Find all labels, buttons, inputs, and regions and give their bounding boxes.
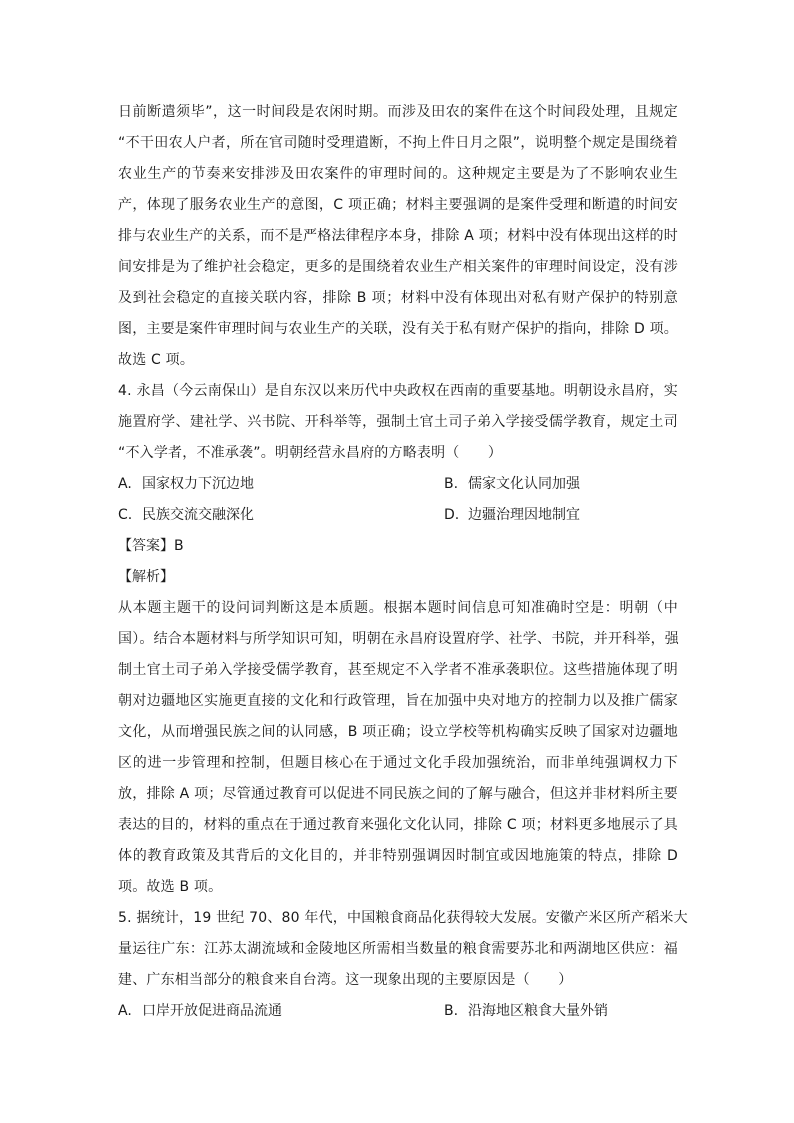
analysis-line: 从本题主题干的设问词判断这是本质题。根据本题时间信息可知准确时空是：明朝（中 [118, 600, 678, 616]
question-stem-line: 5. 据统计，19 世纪 70、80 年代，中国粮食商品化获得较大发展。安徽产米区所产稻米大 [118, 910, 688, 926]
analysis-line: 表达的目的，材料的重点在于通过教育来强化文化认同，排除 C 项；材料更多地展示了具 [118, 817, 678, 833]
question-stem-line: “不入学者，不准承袭”。明朝经营永昌府的方略表明（ ） [118, 445, 503, 461]
text-line: 故选 C 项。 [118, 352, 195, 368]
options-row [118, 500, 678, 531]
text-line: 农业生产的节奏来安排涉及田农案件的审理时间的。这种规定主要是为了不影响农业生 [118, 166, 678, 182]
option-a: A. 国家权力下沉边地 [118, 476, 254, 492]
analysis-line: 国）。结合本题材料与所学知识可知，明朝在永昌府设置府学、社学、书院，并开科举，强 [118, 631, 679, 647]
options-row [118, 996, 678, 1027]
question-4 [118, 376, 678, 903]
analysis-line: 体的教育政策及其背后的文化目的，并非特别强调因时制宜或因地施策的特点，排除 D [118, 848, 678, 864]
question-stem-line: 4. 永昌（今云南保山）是自东汉以来历代中央政权在西南的重要基地。明朝设永昌府，实 [118, 383, 678, 399]
analysis-line: 朝对边疆地区实施更直接的文化和行政管理，旨在加强中央对地方的控制力以及推广儒家 [118, 693, 678, 709]
text-line: 间安排是为了维护社会稳定，更多的是围绕着农业生产相关案件的审理时间设定，没有涉 [118, 259, 678, 275]
prev-explanation [118, 97, 678, 376]
option-c: C. 民族交流交融深化 [118, 507, 254, 523]
analysis-line: 项。故选 B 项。 [118, 879, 223, 895]
text-line: 图，主要是案件审理时间与农业生产的关联，没有关于私有财产保护的指向，排除 D 项。 [118, 321, 678, 337]
text-line: “不干田农人户者，所在官司随时受理遣断，不拘上件日月之限”，说明整个规定是围绕着 [118, 135, 678, 151]
text-line: 日前断遣须毕”，这一时间段是农闲时期。而涉及田农的案件在这个时间段处理，且规定 [118, 104, 678, 120]
analysis-label: 【解析】 [118, 569, 174, 585]
analysis-line: 制土官土司子弟入学接受儒学教育，甚至规定不入学者不准承袭职位。这些措施体现了明 [118, 662, 678, 678]
question-stem-line: 施置府学、建社学、兴书院、开科举等，强制土官土司子弟入学接受儒学教育，规定土司 [118, 414, 678, 430]
analysis-line: 区的进一步管理和控制，但题目核心在于通过文化手段加强统治，而非单纯强调权力下 [118, 755, 678, 771]
option-a: A. 口岸开放促进商品流通 [118, 1003, 282, 1019]
answer-label: 【答案】B [118, 538, 184, 554]
analysis-line: 文化，从而增强民族之间的认同感，B 项正确；设立学校等机构确实反映了国家对边疆地 [118, 724, 678, 740]
option-b: B. 儒家文化认同加强 [444, 476, 580, 492]
text-line: 产，体现了服务农业生产的意图，C 项正确；材料主要强调的是案件受理和断遣的时间安 [118, 197, 678, 213]
document-page [118, 97, 688, 1027]
text-line: 排与农业生产的关系，而不是严格法律程序本身，排除 A 项；材料中没有体现出这样的时 [118, 228, 678, 244]
option-d: D. 边疆治理因地制宜 [444, 507, 580, 523]
question-stem-line: 量运往广东：江苏太湖流域和金陵地区所需相当数量的粮食需要苏北和两湖地区供应：福 [118, 941, 678, 957]
option-b: B. 沿海地区粮食大量外销 [444, 1003, 608, 1019]
text-line: 及到社会稳定的直接关联内容，排除 B 项；材料中没有体现出对私有财产保护的特别意 [118, 290, 678, 306]
analysis-line: 放，排除 A 项；尽管通过教育可以促进不同民族之间的了解与融合，但这并非材料所主要 [118, 786, 678, 802]
question-stem-line: 建、广东相当部分的粮食来自台湾。这一现象出现的主要原因是（ ） [118, 972, 573, 988]
options-row [118, 469, 678, 500]
question-5 [118, 903, 688, 1027]
